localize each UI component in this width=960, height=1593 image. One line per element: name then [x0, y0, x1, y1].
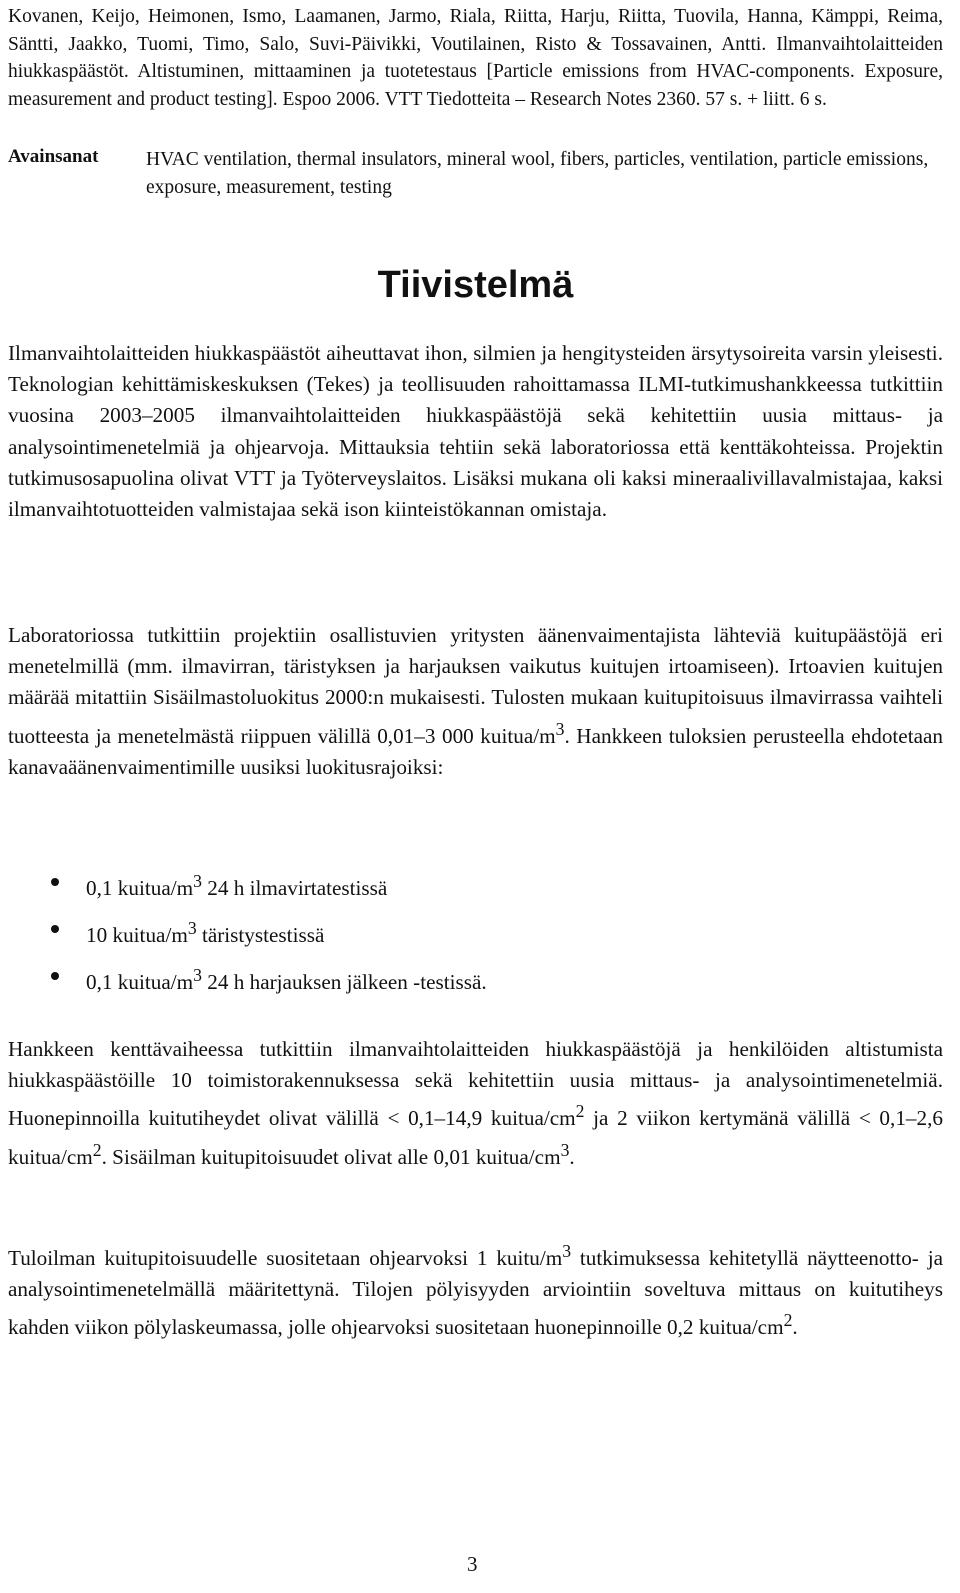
list-item-text: 24 h ilmavirtatestissä	[201, 876, 388, 901]
superscript: 3	[187, 918, 197, 938]
superscript: 3	[560, 1139, 570, 1160]
citation: Kovanen, Keijo, Heimonen, Ismo, Laamanen, Jarmo, Riala, Riitta, Harju, Riitta, Tuovila, Hanna, Kämppi, Reima, Säntti, Jaakko, Tuomi, Timo, Salo, Suvi-Päivikki, Voutilainen, Risto & Tossavainen, Antti. Ilmanvaihtolaitteiden hiukkaspäästöt. Altistuminen, mittaaminen ja tuotetestaus [Particle emissions from HVAC-components. Exposure, measurement and product testing]. Espoo 2006. VTT Tiedotteita – Research Notes 2360. 57 s. + liitt. 6 s.	[8, 6, 943, 110]
list-item-text: 24 h harjauksen jälkeen -testissä.	[201, 970, 487, 995]
paragraph-recommendation-text-3: .	[792, 1315, 798, 1340]
superscript: 2	[783, 1310, 793, 1331]
paragraph-recommendation	[8, 1236, 943, 1344]
list-item-text: 10 kuitua/m	[86, 923, 188, 948]
superscript: 2	[575, 1101, 585, 1122]
list-item-text: 0,1 kuitua/m	[86, 970, 194, 995]
paragraph-recommendation-text-2: tutkimuksessa kehitetyllä näytteenotto- ja analysointimenetelmällä määritettynä. Tilojen pölyisyyden arviointiin soveltuva mittaus on kuitutiheys kahden viikon pölylaskeumassa, jolle ohjearvoksi suositetaan huonepinnoille 0,2 kuitua/cm	[8, 1246, 943, 1340]
paragraph-field-phase	[8, 1034, 943, 1173]
classification-limits-list	[8, 866, 943, 1007]
superscript: 3	[193, 965, 202, 985]
bullet-icon	[51, 972, 59, 980]
superscript: 2	[92, 1139, 102, 1160]
keywords-label: Avainsanat	[8, 146, 99, 167]
paragraph-intro-text: Ilmanvaihtolaitteiden hiukkaspäästöt aiheuttavat ihon, silmien ja hengitysteiden ärsytysoireita varsin yleisesti. Teknologian kehittämiskeskuksen (Tekes) ja teollisuuden rahoittamassa ILMI-tutkimushankkeessa tutkittiin vuosina 2003–2005 ilmanvaihtolaitteiden hiukkaspäästöjä sekä kehitettiin uusia mittaus- ja analysointimenetelmiä ja ohjearvoja. Mittauksia tehtiin sekä laboratoriossa että kenttäkohteissa. Projektin tutkimusosapuolina olivat VTT ja Työterveyslaitos. Lisäksi mukana oli kaksi mineraalivillavalmistajaa, kaksi ilmanvaihtotuotteiden valmistajaa sekä ison kiinteistökannan omistaja.	[8, 341, 943, 522]
paragraph-recommendation-text-1: Tuloilman kuitupitoisuudelle suositetaan ohjearvoksi 1 kuitu/m	[8, 1246, 563, 1271]
bullet-icon	[51, 925, 59, 933]
paragraph-laboratory-text-1: Laboratoriossa tutkittiin projektiin osallistuvien yritysten äänenvaimentajista lähteviä kuitupäästöjä eri menetelmillä (mm. ilmavirran, täristyksen ja harjauksen vaikutus kuitujen irtoamiseen). Irtoavien kuitujen määrää mitattiin Sisäilmastoluokitus 2000:n mukaisesti. Tulosten mukaan kuitupitoisuus ilmavirrassa vaihteli tuotteesta ja menetelmästä riippuen välillä 0,01–3 000 kuitua/m	[8, 623, 943, 748]
list-item	[8, 913, 943, 960]
paragraph-intro	[8, 338, 943, 525]
paragraph-laboratory	[8, 620, 943, 783]
page-number: 3	[467, 1552, 478, 1576]
bullet-icon	[51, 878, 59, 886]
paragraph-laboratory-text-2: . Hankkeen tuloksien perusteella ehdotetaan kanavaäänenvaimentimille uusiksi luokitusrajoiksi:	[8, 723, 944, 779]
paragraph-field-text-2: ja 2 viikon kertymänä välillä < 0,1–2,6 kuitua/cm	[8, 1106, 943, 1169]
list-item	[8, 866, 943, 913]
keywords-text: HVAC ventilation, thermal insulators, mineral wool, fibers, particles, ventilation, particle emissions, exposure, measurement, testing	[146, 149, 929, 198]
list-item-text: 0,1 kuitua/m	[86, 876, 194, 901]
page-title: Tiivistelmä	[377, 264, 574, 306]
paragraph-field-text-3: . Sisäilman kuitupitoisuudet olivat alle 0,01 kuitua/cm	[101, 1144, 561, 1169]
list-item	[8, 960, 943, 1007]
superscript: 3	[193, 871, 202, 891]
paragraph-field-text-1: Hankkeen kenttävaiheessa tutkittiin ilmanvaihtolaitteiden hiukkaspäästöjä ja henkilöiden altistumista hiukkaspäästöille 10 toimistorakennuksessa sekä kehitettiin uusia mittaus- ja analysointimenetelmiä. Huonepinnoilla kuitutiheydet olivat välillä < 0,1–14,9 kuitua/cm	[8, 1037, 943, 1131]
paragraph-field-text-4: .	[569, 1144, 575, 1169]
list-item-text: täristystestissä	[196, 923, 325, 948]
superscript: 3	[562, 1241, 572, 1261]
superscript: 3	[555, 718, 565, 739]
